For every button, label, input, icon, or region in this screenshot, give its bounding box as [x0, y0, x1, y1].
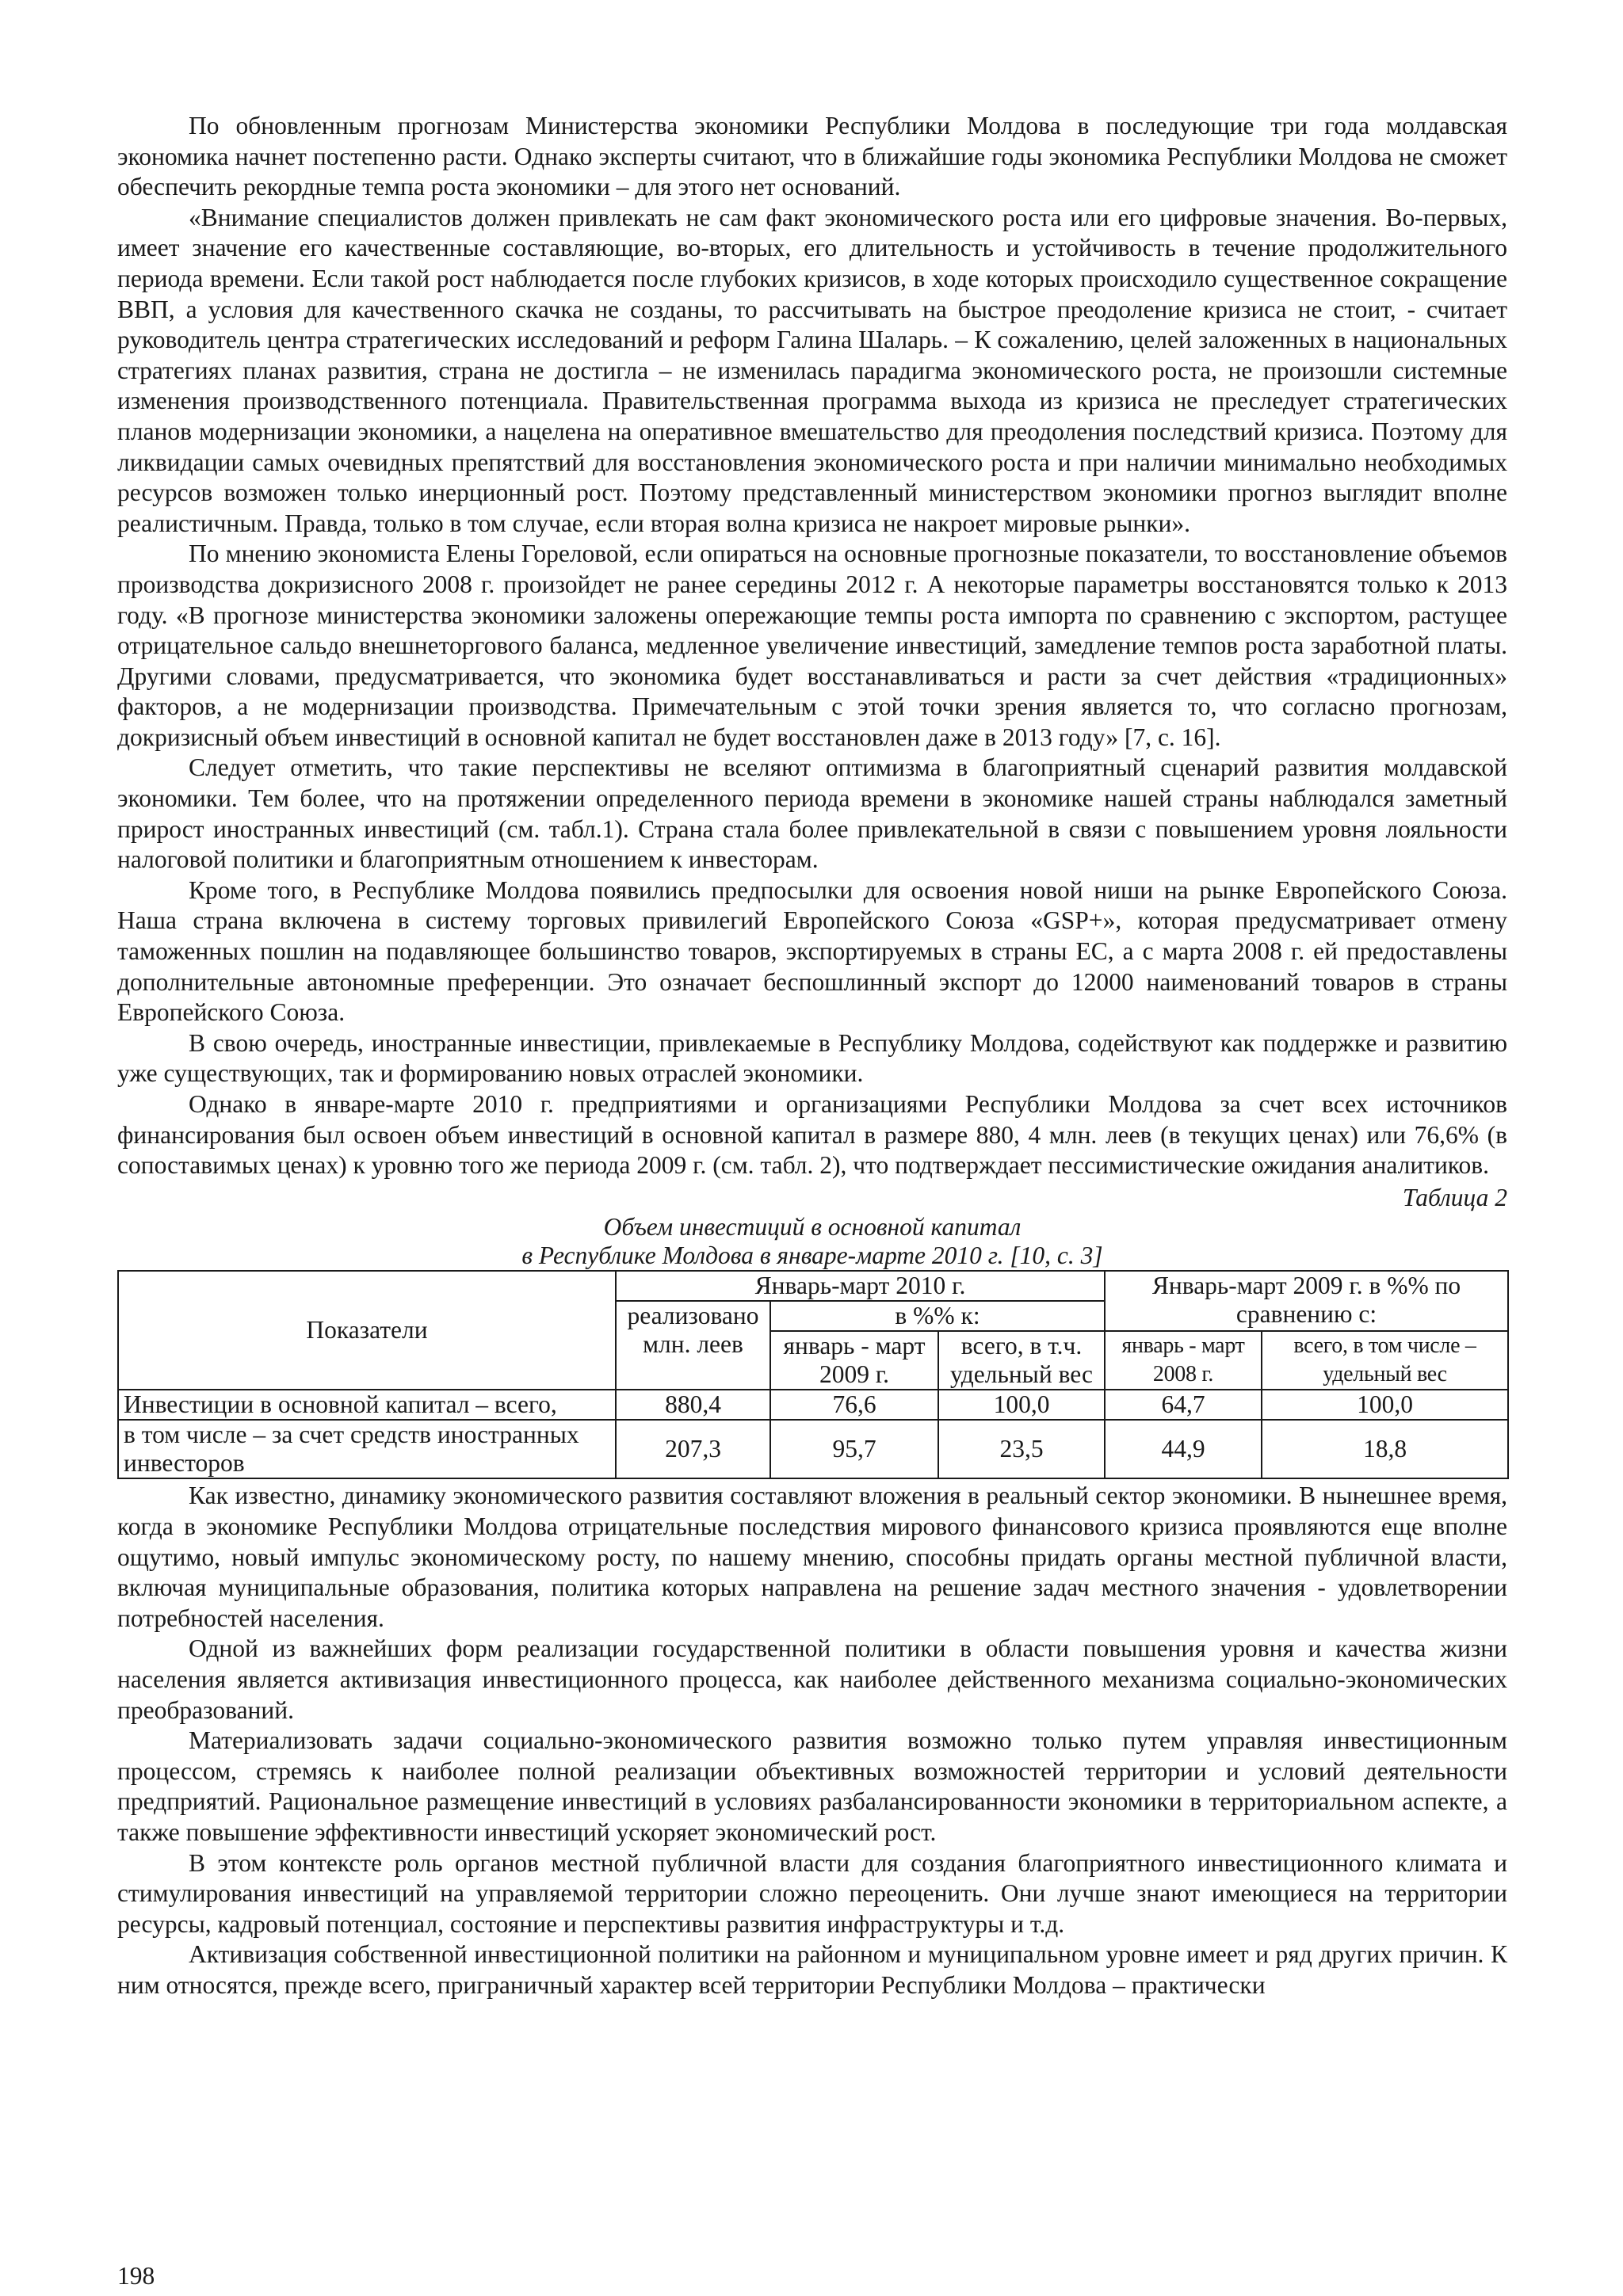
header-indicators: Показатели: [118, 1271, 616, 1390]
cell-share-2010: 100,0: [938, 1390, 1105, 1420]
cell-pct-2008: 44,9: [1105, 1420, 1262, 1478]
cell-realized: 207,3: [616, 1420, 770, 1478]
cell-share-2010: 23,5: [938, 1420, 1105, 1478]
paragraph: Активизация собственной инвестиционной политики на районном и муниципальном уровне имеет и ряд других причин. К ним относятся, прежде всего, приграничный характер всей территории Республики Молдова – практически: [117, 1940, 1507, 1999]
paragraph: По обновленным прогнозам Министерства экономики Республики Молдова в последующие три года молдавская экономика начнет постепенно расти. Однако эксперты считают, что в ближайшие годы экономика Республики Молдова не сможет обеспечить рекордные темпа роста экономики – для этого нет оснований.: [117, 112, 1507, 201]
investment-table: [117, 1270, 1509, 1479]
cell-pct-2009: 95,7: [770, 1420, 938, 1478]
cell-realized: 880,4: [616, 1390, 770, 1420]
paragraph: В этом контексте роль органов местной публичной власти для создания благоприятного инвестиционного климата и стимулирования инвестиций на управляемой территории сложно переоценить. Они лучше знают имеющиеся на территории ресурсы, кадровый потенциал, состояние и перспективы развития инфраструктуры и т.д.: [117, 1848, 1507, 1938]
cell-pct-2008: 64,7: [1105, 1390, 1262, 1420]
header-period-2010: Январь-март 2010 г.: [616, 1271, 1105, 1301]
paragraph: В свою очередь, иностранные инвестиции, привлекаемые в Республику Молдова, содействуют как поддержке и развитию уже существующих, так и формированию новых отраслей экономики.: [117, 1028, 1507, 1088]
paragraph: Кроме того, в Республике Молдова появились предпосылки для освоения новой ниши на рынке Европейского Союза. Наша страна включена в систему торговых привилегий Европейского Союза «GSP+», которая предусматривает отмену таможенных пошлин на подавляющее большинство товаров, экспортируемых в страны ЕС, а с марта 2008 г. ей предоставлены дополнительные автономные преференции. Это означает беспошлинный экспорт до 12000 наименований товаров в страны Европейского Союза.: [117, 875, 1507, 1027]
document-page: [117, 111, 1507, 2000]
paragraph: Однако в январе-марте 2010 г. предприятиями и организациями Республики Молдова за счет всех источников финансирования был освоен объем инвестиций в основной капитал в размере 880, 4 млн. леев (в текущих ценах) или 76,6% (в сопоставимых ценах) к уровню того же периода 2009 г. (см. табл. 2), что подтверждает пессимистические ожидания аналитиков.: [117, 1090, 1507, 1180]
page-number: 198: [117, 2262, 155, 2290]
table-header-row: [118, 1271, 1508, 1301]
table-title-line-1: Объем инвестиций в основной капитал: [603, 1213, 1022, 1241]
paragraph: По мнению экономиста Елены Гореловой, если опираться на основные прогнозные показатели, то восстановление объемов производства докризисного 2008 г. произойдет не ранее середины 2012 г. А некоторые параметры восстановятся только к 2013 году. «В прогнозе министерства экономики заложены опережающие темпы роста импорта по сравнению с экспортом, растущее отрицательное сальдо внешнеторгового баланса, медленное увеличение инвестиций, замедление темпов роста заработной платы. Другими словами, предусматривается, что экономика будет восстанавливаться и расти за счет действия «традиционных» факторов, а не модернизации производства. Примечательным с этой точки зрения является то, что согласно прогнозам, докризисный объем инвестиций в основной капитал не будет восстановлен даже в 2013 году» [7, с. 16].: [117, 540, 1507, 751]
table-row: [118, 1390, 1508, 1420]
paragraph: Материализовать задачи социально-экономического развития возможно только путем управляя инвестиционным процессом, стремясь к наиболее полной реализации объективных возможностей территории и условий деятельности предприятий. Рациональное размещение инвестиций в условиях разбалансированности экономики в территориальном аспекте, а также повышение эффективности инвестиций ускоряет экономический рост.: [117, 1726, 1507, 1846]
row-label: Инвестиции в основной капитал – всего,: [118, 1390, 616, 1420]
table-row: [118, 1420, 1508, 1478]
cell-share-2009: 100,0: [1262, 1390, 1508, 1420]
header-realized: реализовано млн. леев: [616, 1301, 770, 1390]
header-total-share-2009: всего, в том числе – удельный вес: [1262, 1331, 1508, 1390]
row-label: в том числе – за счет средств иностранных инвесторов: [118, 1420, 616, 1478]
table-title-line-2: в Республике Молдова в январе-марте 2010 г. [10, с. 3]: [521, 1241, 1103, 1270]
paragraph: Одной из важнейших форм реализации государственной политики в области повышения уровня и качества жизни населения является активизация инвестиционного процесса, как наиболее действенного механизма социально-экономических преобразований.: [117, 1634, 1507, 1724]
cell-pct-2009: 76,6: [770, 1390, 938, 1420]
cell-share-2009: 18,8: [1262, 1420, 1508, 1478]
header-in-percent: в %% к:: [770, 1301, 1105, 1331]
header-period-2009: Январь-март 2009 г. в %% по сравнению с:: [1105, 1271, 1508, 1331]
header-jan-mar-2008: январь - март 2008 г.: [1105, 1331, 1262, 1390]
header-jan-mar-2009: январь - март 2009 г.: [770, 1331, 938, 1390]
paragraph: Следует отметить, что такие перспективы не вселяют оптимизма в благоприятный сценарий развития молдавской экономики. Тем более, что на протяжении определенного периода времени в экономике нашей страны наблюдался заметный прирост иностранных инвестиций (см. табл.1). Страна стала более привлекательной в связи с повышением уровня лояльности налоговой политики и благоприятным отношением к инвесторам.: [117, 753, 1507, 874]
header-total-share-2010: всего, в т.ч. удельный вес: [938, 1331, 1105, 1390]
paragraph: «Внимание специалистов должен привлекать не сам факт экономического роста или его цифровые значения. Во-первых, имеет значение его качественные составляющие, во-вторых, его длительность и устойчивость в течение продолжительного периода времени. Если такой рост наблюдается после глубоких кризисов, в ходе которых происходило существенное сокращение ВВП, а условия для качественного скачка не созданы, то рассчитывать на быстрое преодоление кризиса не стоит, - считает руководитель центра стратегических исследований и реформ Галина Шаларь. – К сожалению, целей заложенных в национальных стратегиях планах развития, страна не достигла – не изменилась парадигма экономического роста, не произошли системные изменения производственного потенциала. Правительственная программа выхода из кризиса не преследует стратегических планов модернизации экономики, а нацелена на оперативное вмешательство для преодоления последствий кризиса. Поэтому для ликвидации самых очевидных препятствий для восстановления экономического роста и при наличии минимально необходимых ресурсов возможен только инерционный рост. Поэтому представленный министерством экономики прогноз выглядит вполне реалистичным. Правда, только в том случае, если вторая волна кризиса не накроет мировые рынки».: [117, 203, 1507, 537]
table-label: Таблица 2: [1402, 1183, 1507, 1211]
paragraph: Как известно, динамику экономического развития составляют вложения в реальный сектор экономики. В нынешнее время, когда в экономике Республики Молдова отрицательные последствия мирового финансового кризиса проявляются еще вполне ощутимо, новый импульс экономическому росту, по нашему мнению, способны придать органы местной публичной власти, включая муниципальные образования, политика которых направлена на решение задач местного значения - удовлетворении потребностей населения.: [117, 1482, 1507, 1632]
